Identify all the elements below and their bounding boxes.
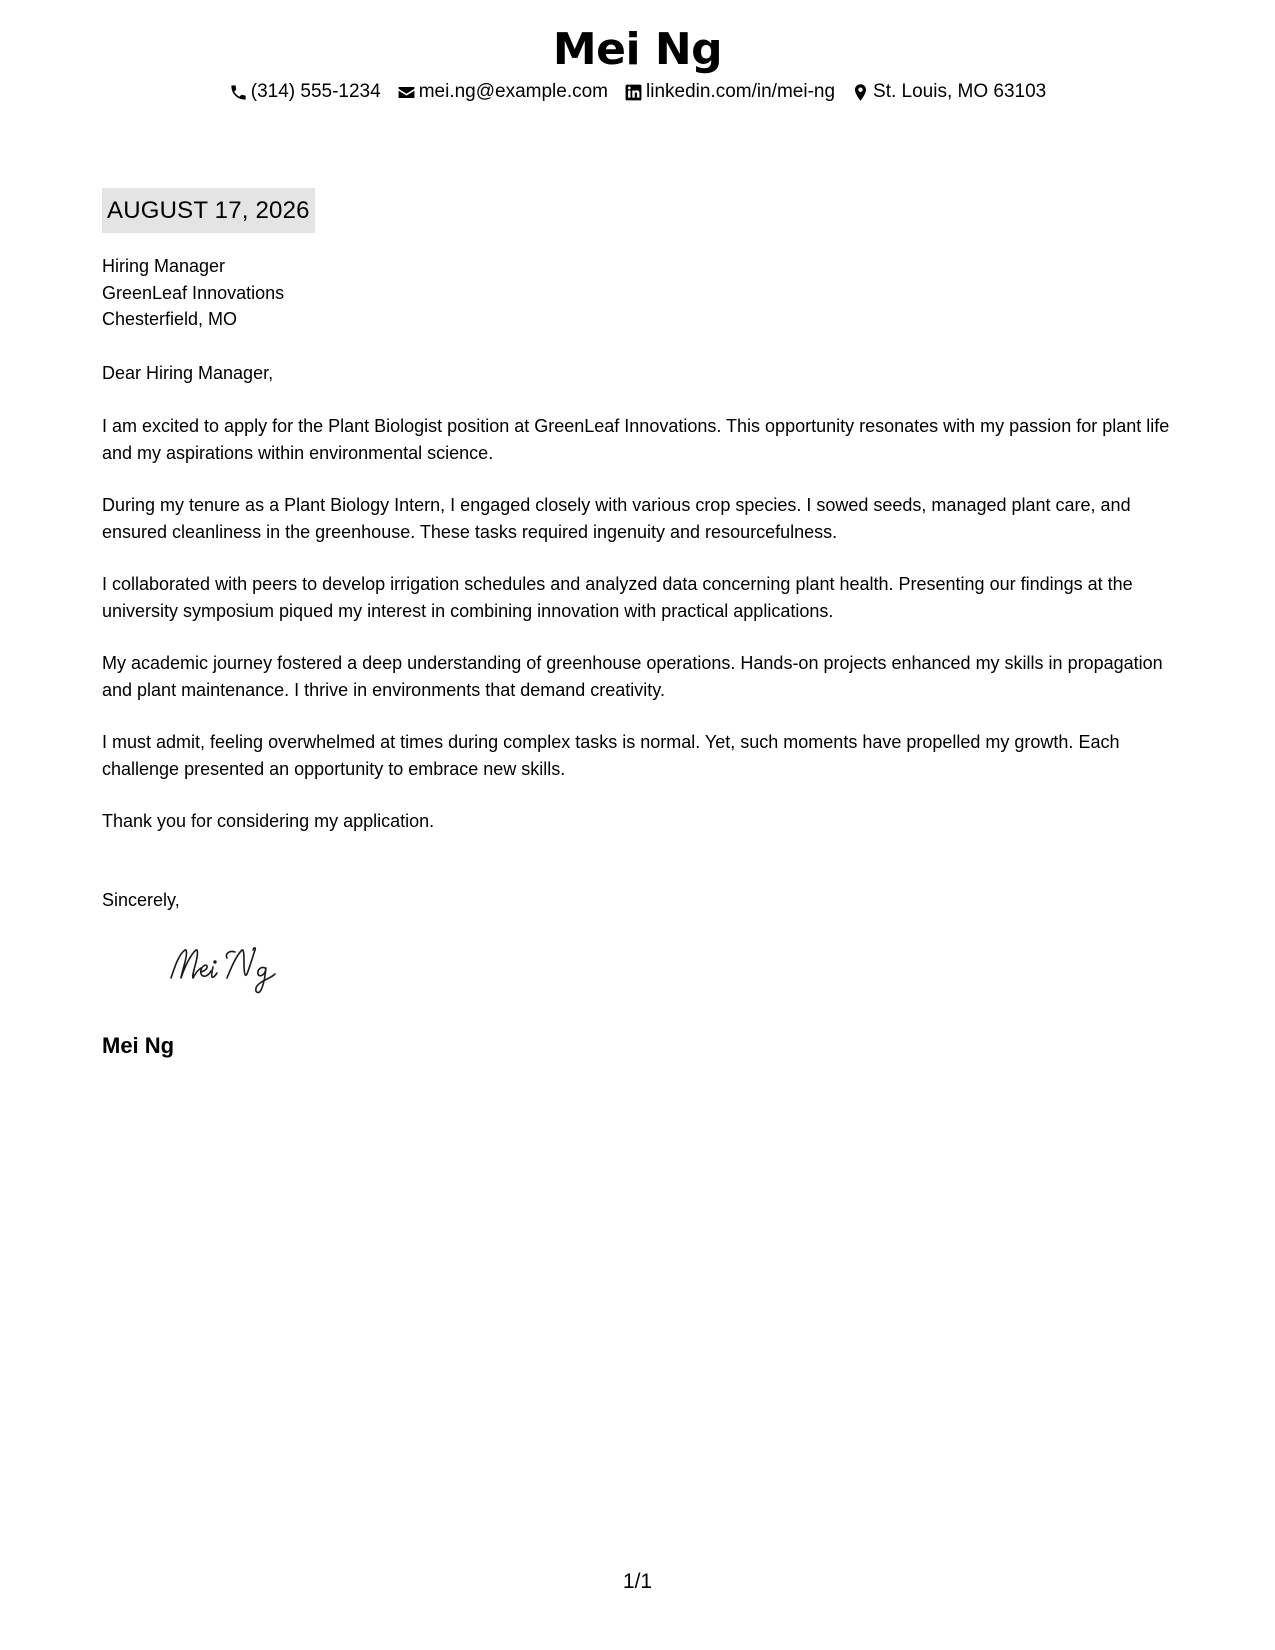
recipient-company: GreenLeaf Innovations: [102, 282, 285, 303]
recipient-block: [102, 253, 1182, 333]
contact-phone: [229, 80, 381, 104]
contact-linkedin: [624, 80, 835, 104]
phone-text: (314) 555-1234: [250, 81, 381, 102]
contact-email: [397, 80, 608, 104]
letter-date: AUGUST 17, 2026: [102, 188, 315, 233]
body-paragraph: My academic journey fostered a deep understanding of greenhouse operations. Hands-on projects enhanced my skills in propagation and plant maintenance. I thrive in environments that demand creativity.: [102, 653, 1163, 700]
page-number: 1/1: [622, 1570, 653, 1593]
body-paragraph: I collaborated with peers to develop irrigation schedules and analyzed data concerning plant health. Presenting our findings at the university symposium piqued my interest in combining innovation with practical applications.: [102, 574, 1133, 621]
phone-icon: [229, 83, 248, 102]
linkedin-icon: [624, 83, 643, 102]
closing: Sincerely,: [102, 890, 180, 910]
body-paragraph: During my tenure as a Plant Biology Intern, I engaged closely with various crop species. I sowed seeds, managed plant care, and ensured cleanliness in the greenhouse. These tasks required ingenuity and resourcefulness.: [102, 495, 1131, 542]
contact-row: [0, 80, 1275, 104]
greeting: Dear Hiring Manager,: [102, 363, 274, 383]
body-paragraph: I am excited to apply for the Plant Biologist position at GreenLeaf Innovations. This opportunity resonates with my passion for plant life and my aspirations within environmental science.: [102, 416, 1170, 463]
body-paragraph: I must admit, feeling overwhelmed at times during complex tasks is normal. Yet, such moments have propelled my growth. Each challenge presented an opportunity to embrace new skills.: [102, 732, 1120, 779]
recipient-title: Hiring Manager: [102, 256, 226, 276]
header-name: Mei Ng: [552, 24, 723, 75]
location-text: St. Louis, MO 63103: [873, 81, 1047, 102]
envelope-icon: [397, 83, 416, 102]
recipient-location: Chesterfield, MO: [102, 309, 238, 329]
map-marker-icon: [851, 83, 870, 102]
body-paragraph: Thank you for considering my application.: [102, 811, 435, 831]
signed-name: Mei Ng: [102, 1033, 175, 1058]
contact-location: [851, 80, 1046, 104]
linkedin-text: linkedin.com/in/mei-ng: [646, 81, 836, 102]
handwritten-signature: [165, 938, 305, 996]
email-text: mei.ng@example.com: [418, 81, 608, 102]
